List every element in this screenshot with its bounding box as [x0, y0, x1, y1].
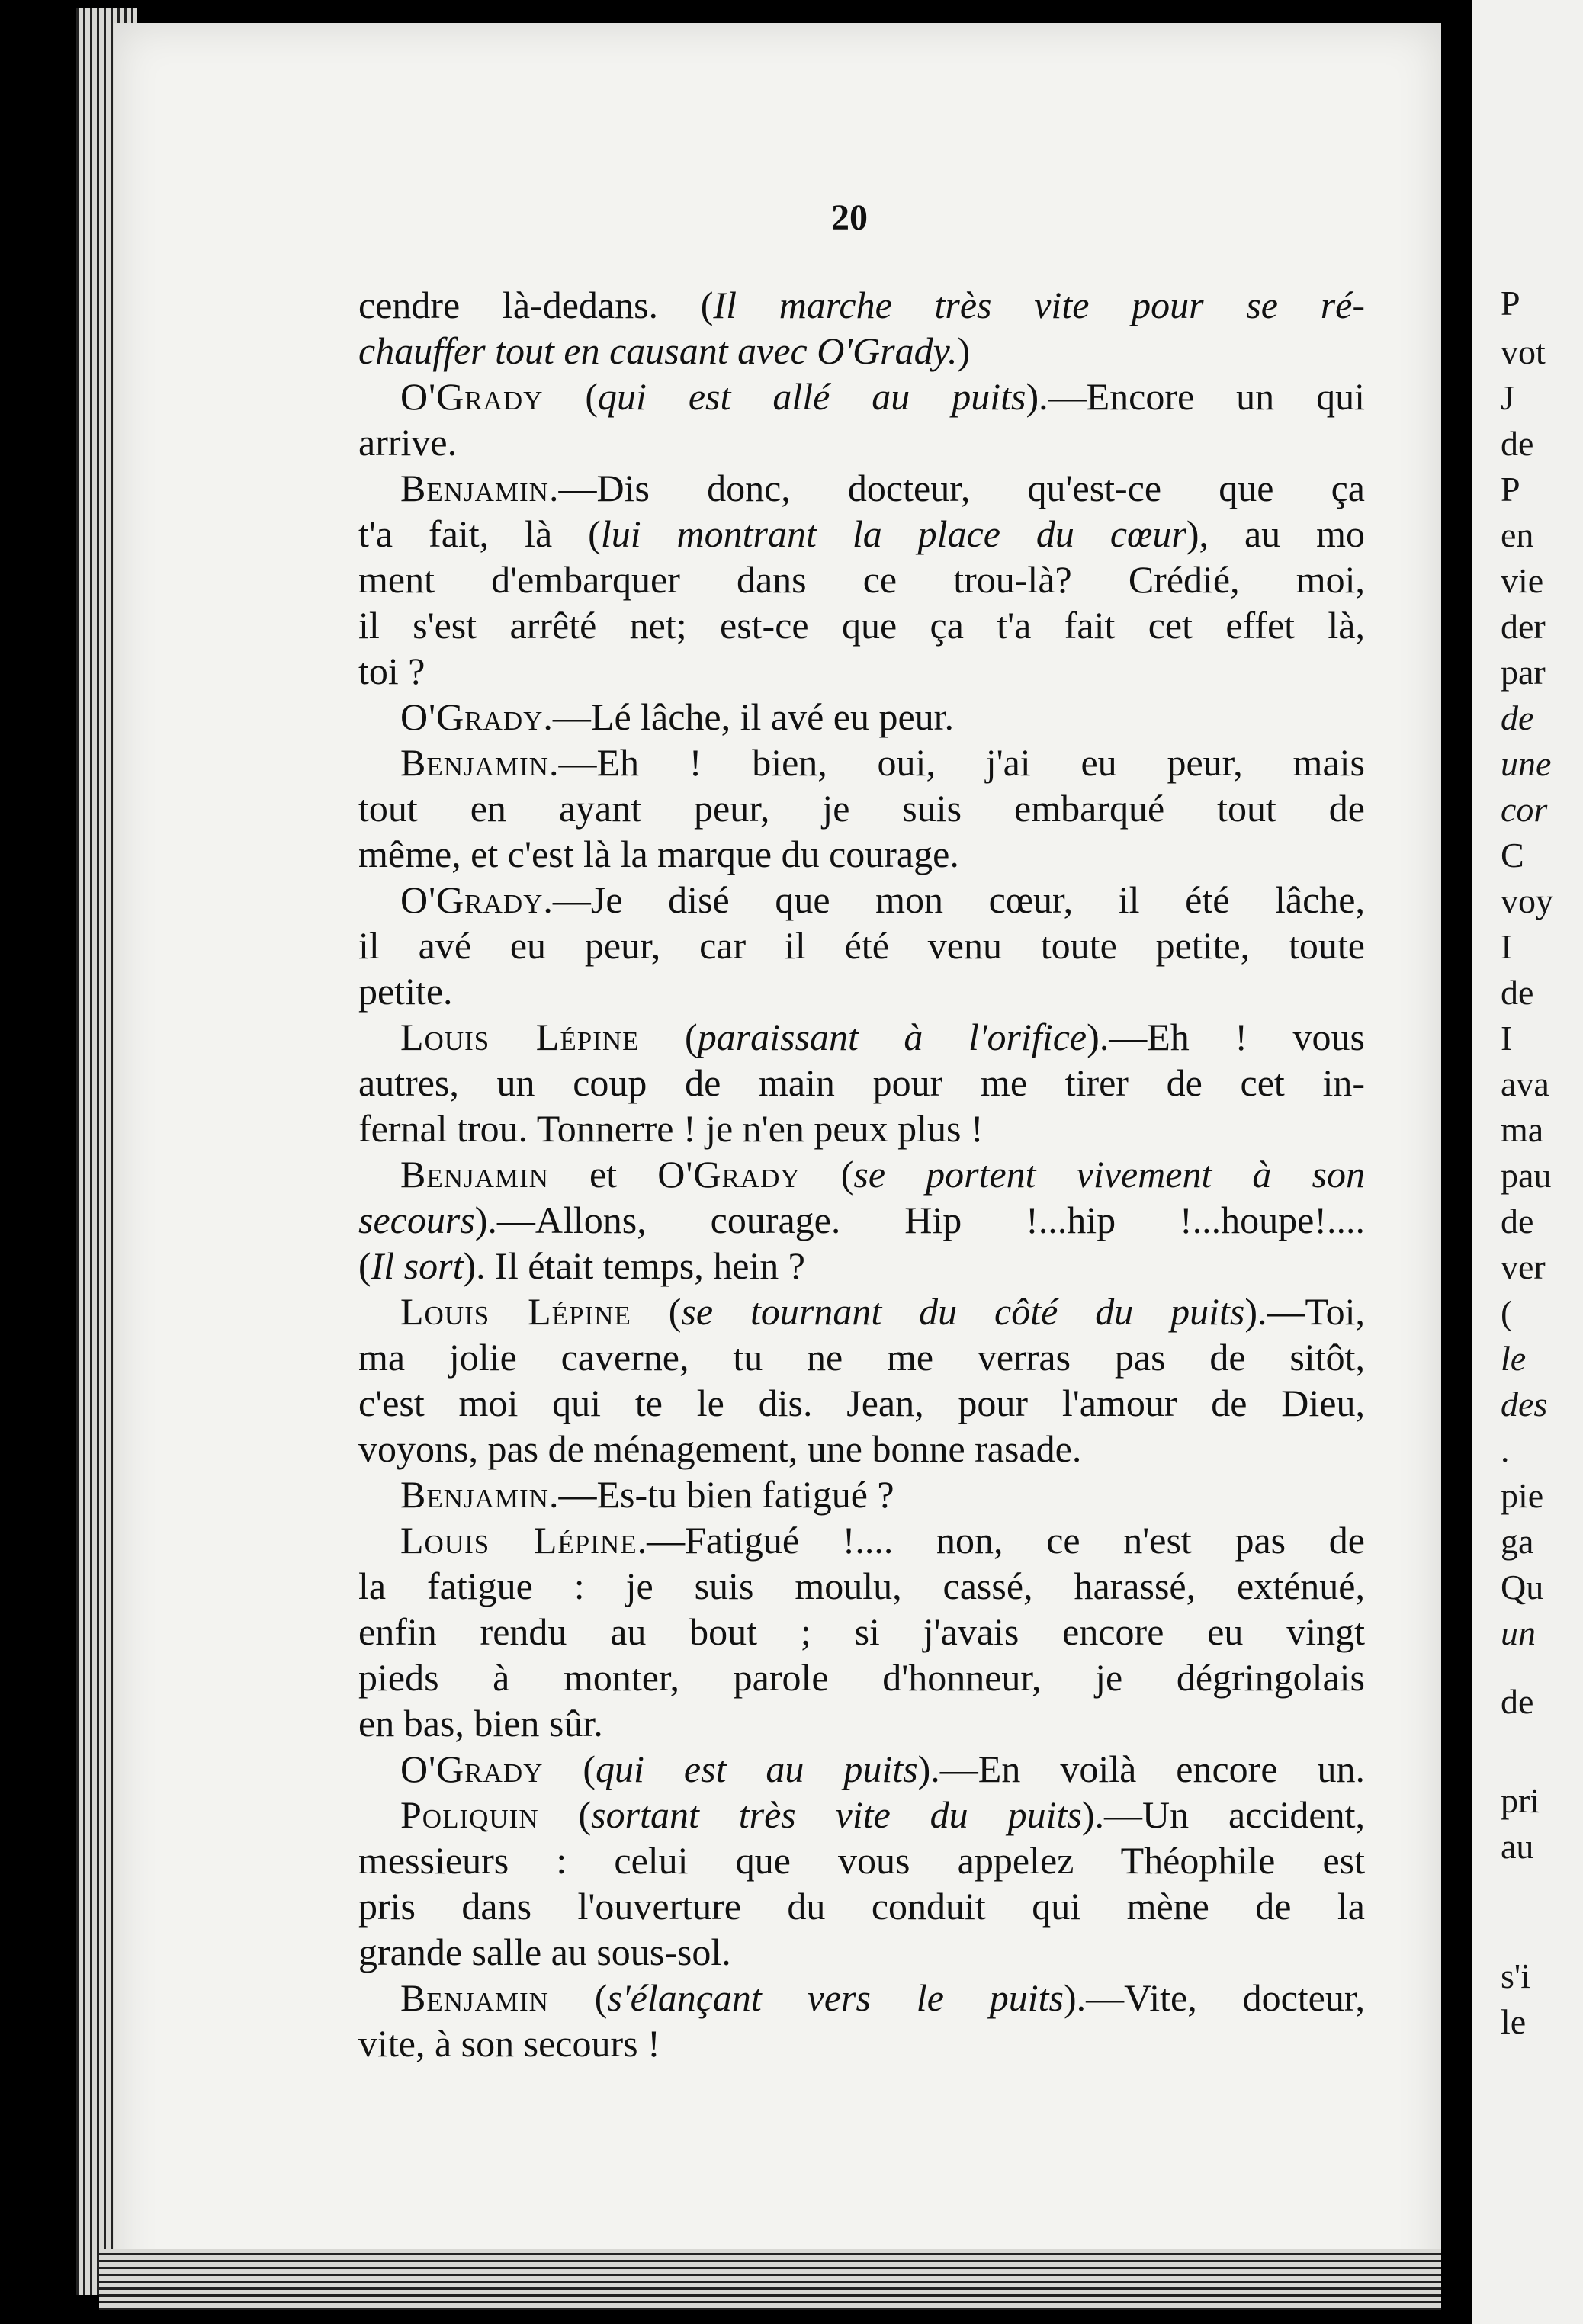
dialogue-text: en bas, bien sûr. [358, 1702, 603, 1745]
facing-page-text: ga [1501, 1522, 1534, 1561]
text-line [358, 740, 1365, 785]
stage-direction: se tournant du côté du puits [681, 1290, 1245, 1333]
dialogue-text: enfin rendu au bout ; si j'avais encore eu vingt [358, 1610, 1365, 1653]
text-line [358, 282, 1365, 328]
facing-page-text: pau [1501, 1156, 1552, 1195]
speaker-name: Poliquin [400, 1793, 539, 1836]
text-line [358, 1243, 1365, 1289]
book-gutter [1441, 0, 1472, 2324]
dialogue-text: ).—En voilà encore un. [917, 1748, 1365, 1790]
text-line [358, 1975, 1365, 2021]
dialogue-text: c'est moi qui te le dis. Jean, pour l'amour de Dieu, [358, 1382, 1365, 1424]
facing-page-text: ver [1501, 1247, 1546, 1286]
stage-direction: chauffer tout en causant avec O'Grady. [358, 329, 958, 372]
speaker-name: O'Grady [657, 1153, 801, 1196]
dialogue-text: ( [543, 375, 599, 418]
dialogue-text: il avé eu peur, car il été venu toute petite, toute [358, 924, 1365, 967]
text-line [358, 923, 1365, 968]
speaker-name: Benjamin [400, 1976, 549, 2019]
dialogue-text: ). Il était temps, hein ? [463, 1244, 805, 1287]
text-line [358, 1746, 1365, 1792]
text-line [358, 968, 1365, 1014]
facing-page-text: de [1501, 698, 1534, 737]
page-edges-bottom [99, 2249, 1441, 2310]
facing-page-text: P [1501, 470, 1520, 509]
dialogue-text: ).—Vite, docteur, [1063, 1976, 1365, 2019]
dialogue-text: ment d'embarquer dans ce trou-là? Crédié, moi, [358, 558, 1365, 601]
text-line [358, 465, 1365, 511]
facing-page-text: de [1501, 1202, 1534, 1241]
dialogue-text: toi ? [358, 650, 425, 692]
facing-page-text: s'i [1501, 1956, 1530, 1995]
dialogue-text: vite, à son secours ! [358, 2022, 660, 2065]
facing-page-text: P [1501, 284, 1520, 323]
text-line [358, 1883, 1365, 1929]
dialogue-text: ).—Eh ! vous [1087, 1016, 1365, 1058]
text-line [358, 1563, 1365, 1609]
facing-page-text: C [1501, 836, 1524, 875]
dialogue-text: la fatigue : je suis moulu, cassé, harassé, exténué, [358, 1565, 1365, 1607]
facing-page-text: un [1501, 1613, 1536, 1652]
dialogue-text: t'a fait, là ( [358, 512, 601, 555]
facing-page-text: pie [1501, 1476, 1544, 1515]
dialogue-text: tout en ayant peur, je suis embarqué tout de [358, 787, 1365, 830]
dialogue-text: .—Es-tu bien fatigué ? [548, 1473, 894, 1516]
facing-page-text: par [1501, 653, 1546, 692]
text-line [358, 2021, 1365, 2066]
facing-page-text: ma [1501, 1110, 1544, 1149]
text-line [358, 877, 1365, 923]
text-line [358, 557, 1365, 602]
dialogue-text: ( [538, 1793, 592, 1836]
speaker-name: Louis Lépine [400, 1519, 637, 1562]
dialogue-text: voyons, pas de ménagement, une bonne rasade. [358, 1427, 1082, 1470]
text-line [358, 831, 1365, 877]
dialogue-text: .—Eh ! bien, oui, j'ai eu peur, mais [548, 741, 1365, 784]
stage-direction: lui montrant la place du cœur [600, 512, 1186, 555]
page-number: 20 [831, 197, 868, 238]
facing-page-text: . [1501, 1430, 1510, 1469]
dialogue-text: ) [957, 329, 971, 372]
facing-page-text: voy [1501, 881, 1553, 920]
dialogue-text: ).—Un accident, [1081, 1793, 1366, 1836]
text-line [358, 1700, 1365, 1746]
stage-direction: qui est allé au puits [598, 375, 1026, 418]
facing-page-text: de [1501, 424, 1534, 463]
stage-direction: paraissant à l'orifice [697, 1016, 1087, 1058]
text-line [358, 328, 1365, 374]
speaker-name: O'Grady [400, 695, 544, 738]
stage-direction: sortant très vite du puits [591, 1793, 1082, 1836]
text-line [358, 1472, 1365, 1517]
facing-page-fragment [1472, 0, 1583, 2324]
dialogue-text: .—Dis donc, docteur, qu'est-ce que ça [548, 467, 1365, 509]
dialogue-text: ).—Encore un qui [1026, 375, 1366, 418]
facing-page-text: de [1501, 1682, 1534, 1721]
speaker-name: Benjamin [400, 467, 549, 509]
dialogue-text: fernal trou. Tonnerre ! je n'en peux plus ! [358, 1107, 984, 1150]
text-line [358, 1289, 1365, 1334]
stage-direction: s'élançant vers le puits [607, 1976, 1064, 2019]
dialogue-text: ma jolie caverne, tu ne me verras pas de sitôt, [358, 1336, 1365, 1379]
dialogue-text: grande salle au sous-sol. [358, 1931, 731, 1973]
dialogue-text: messieurs : celui que vous appelez Théophile est [358, 1839, 1365, 1882]
stage-direction: se portent vivement à son [853, 1153, 1365, 1196]
dialogue-text: ( [800, 1153, 854, 1196]
text-line [358, 1838, 1365, 1883]
facing-page-text: cor [1501, 790, 1548, 829]
text-line [358, 1197, 1365, 1243]
dialogue-text: arrive. [358, 421, 458, 464]
facing-page-text: I [1501, 1019, 1513, 1058]
text-line [358, 1609, 1365, 1655]
dialogue-text: pieds à monter, parole d'honneur, je dégringolais [358, 1656, 1365, 1699]
dialogue-text: .—Fatigué !.... non, ce n'est pas de [637, 1519, 1366, 1562]
text-line [358, 1380, 1365, 1426]
dialogue-text: ).—Toi, [1244, 1290, 1365, 1333]
speaker-name: O'Grady [400, 375, 544, 418]
dialogue-text: .—Je disé que mon cœur, il été lâche, [543, 878, 1365, 921]
dialogue-text: ( [548, 1976, 608, 2019]
dialogue-text: ).—Allons, courage. Hip !...hip !...houpe!.... [474, 1199, 1365, 1241]
text-line [358, 1655, 1365, 1700]
text-line [358, 1106, 1365, 1151]
facing-page-text: de [1501, 973, 1534, 1012]
text-line [358, 1060, 1365, 1106]
dialogue-text: ( [543, 1748, 596, 1790]
dialogue-text: ( [639, 1016, 698, 1058]
dialogue-text: cendre là-dedans. ( [358, 284, 714, 326]
text-line [358, 419, 1365, 465]
facing-page-text: vie [1501, 561, 1544, 600]
facing-page-text: vot [1501, 332, 1546, 371]
text-line [358, 785, 1365, 831]
facing-page-text: des [1501, 1385, 1548, 1424]
dialogue-text: petite. [358, 970, 453, 1013]
stage-direction: Il marche très vite pour se ré- [713, 284, 1365, 326]
dialogue-text: ), au mo [1186, 512, 1366, 555]
speaker-name: Louis Lépine [400, 1290, 631, 1333]
text-line [358, 1014, 1365, 1060]
text-line [358, 1334, 1365, 1380]
speaker-name: O'Grady [400, 878, 544, 921]
stage-direction: qui est au puits [596, 1748, 918, 1790]
dialogue-text: il s'est arrêté net; est-ce que ça t'a fait cet effet là, [358, 604, 1365, 647]
dialogue-text: ( [631, 1290, 682, 1333]
speaker-name: Louis Lépine [400, 1016, 640, 1058]
stage-direction: secours [358, 1199, 475, 1241]
text-line [358, 1517, 1365, 1563]
text-line [358, 648, 1365, 694]
facing-page-text: en [1501, 515, 1534, 554]
facing-page-text: pri [1501, 1781, 1540, 1820]
text-line [358, 374, 1365, 419]
speaker-name: Benjamin [400, 1473, 549, 1516]
text-line [358, 1151, 1365, 1197]
text-line [358, 694, 1365, 740]
facing-page-text: Qu [1501, 1568, 1544, 1607]
page-text [358, 282, 1365, 2066]
speaker-name: Benjamin [400, 741, 549, 784]
facing-page-text: J [1501, 378, 1514, 417]
text-line [358, 1426, 1365, 1472]
text-line [358, 602, 1365, 648]
dialogue-text: autres, un coup de main pour me tirer de cet in- [358, 1061, 1365, 1104]
text-line [358, 1792, 1365, 1838]
facing-page-text: le [1501, 2002, 1527, 2041]
facing-page-text: ava [1501, 1064, 1549, 1103]
text-line [358, 511, 1365, 557]
facing-page-text: ( [1501, 1293, 1513, 1332]
facing-page-text: I [1501, 927, 1513, 966]
speaker-name: Benjamin [400, 1153, 549, 1196]
dialogue-text: pris dans l'ouverture du conduit qui mène de la [358, 1885, 1365, 1928]
facing-page-text: une [1501, 744, 1552, 783]
stage-direction: Il sort [371, 1244, 464, 1287]
speaker-name: O'Grady [400, 1748, 544, 1790]
facing-page-text: au [1501, 1827, 1534, 1866]
text-line [358, 1929, 1365, 1975]
dialogue-text: et [548, 1153, 658, 1196]
facing-page-text: le [1501, 1339, 1527, 1378]
dialogue-text: .—Lé lâche, il avé eu peur. [543, 695, 955, 738]
facing-page-text: der [1501, 607, 1546, 646]
dialogue-text: ( [358, 1244, 371, 1287]
dialogue-text: même, et c'est là la marque du courage. [358, 833, 959, 875]
